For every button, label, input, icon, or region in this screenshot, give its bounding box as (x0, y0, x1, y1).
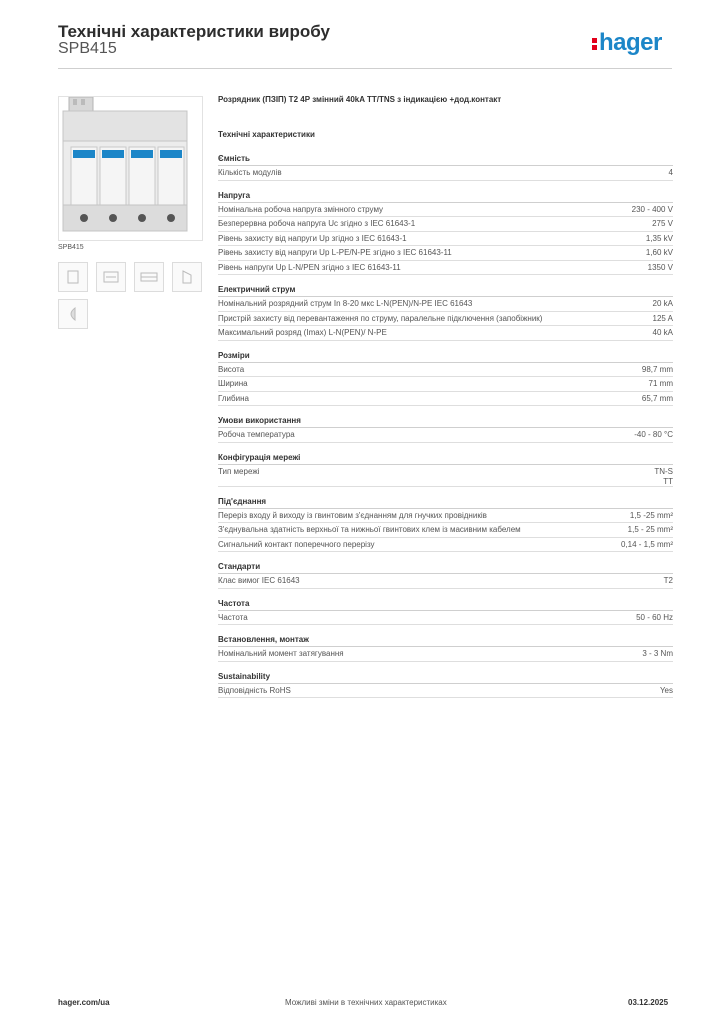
profile-view-icon (59, 300, 87, 328)
spec-value: 1,60 kV (645, 248, 673, 257)
spec-label: Пристрій захисту від перевантаження по струму, паралельне підключення (запобіжник) (218, 313, 543, 323)
spec-label: Кількість модулів (218, 168, 282, 177)
spec-label: Максимальний розряд (Imax) L-N(PEN)/ N-PE (218, 328, 387, 337)
product-code-label: SPB415 (58, 244, 84, 251)
spec-label: Тип мережі (218, 466, 260, 476)
spec-value: 4 (668, 168, 673, 177)
spec-group (218, 415, 673, 443)
spec-value: 98,7 mm (641, 364, 673, 374)
spec-group-heading: Sustainability (218, 671, 673, 684)
spec-value: 1,35 kV (645, 233, 673, 243)
spec-group (218, 153, 673, 181)
spec-group (218, 284, 673, 341)
logo-text: hager (599, 29, 662, 56)
header-divider (58, 68, 672, 69)
spec-value: 20 kA (652, 299, 673, 308)
spec-label: Рівень захисту від напруги Up L-PE/N-PE згідно з IEC 61643-11 (218, 248, 452, 257)
spec-label: Відповідність RoHS (218, 685, 291, 695)
page-title: Технічні характеристики виробу (58, 22, 330, 41)
spec-group-heading: Стандарти (218, 561, 673, 574)
spec-label: Висота (218, 364, 245, 374)
spec-group-heading: Встановлення, монтаж (218, 634, 673, 647)
spec-group-heading: Ємність (218, 153, 673, 166)
dimension-drawing-icon (97, 263, 125, 291)
spec-group (218, 496, 673, 553)
spec-value: T2 (663, 576, 673, 585)
spec-row (218, 203, 673, 218)
thumbnail-top-view[interactable] (134, 262, 164, 292)
spec-group (218, 671, 673, 699)
spec-value: 1,5 - 25 mm² (627, 525, 673, 534)
spec-row (218, 363, 673, 378)
spec-label: Рівень захисту від напруги Up згідно з IEC 61643-1 (218, 233, 407, 243)
spec-label: Глибина (218, 393, 249, 403)
spec-group (218, 350, 673, 407)
spec-label: Клас вимог IEC 61643 (218, 576, 300, 585)
product-thumb-icon (59, 263, 87, 291)
thumbnail-front-view[interactable] (58, 262, 88, 292)
spec-row (218, 326, 673, 341)
footer-disclaimer: Можливі зміни в технічних характеристиках (285, 998, 447, 1007)
spec-row (218, 377, 673, 392)
product-description: Розрядник (ПЗІП) Т2 4Р змінний 40kA TT/TNS з індикацією +дод.контакт (218, 95, 502, 104)
spec-group (218, 190, 673, 276)
spec-label: Номінальна робоча напруга змінного струму (218, 204, 384, 214)
spec-row (218, 611, 673, 626)
footer-date: 03.12.2025 (628, 998, 669, 1007)
spec-label: Частота (218, 612, 248, 622)
spec-label: Ширина (218, 379, 248, 388)
thumbnail-profile-view[interactable] (58, 299, 88, 329)
spec-group (218, 452, 673, 487)
spec-row (218, 574, 673, 589)
thumbnail-dimension-drawing[interactable] (96, 262, 126, 292)
spec-label: Номінальний розрядний струм In 8-20 мкс L-N(PEN)/N-PE IEC 61643 (218, 299, 473, 308)
spec-row (218, 261, 673, 276)
spec-label: Рівень напруги Up L-N/PEN згідно з IEC 61643-11 (218, 262, 401, 272)
spec-group-heading: Конфігурація мережі (218, 452, 673, 465)
spec-group (218, 634, 673, 662)
spec-row (218, 523, 673, 538)
logo-mark-icon (592, 36, 598, 52)
spec-table (218, 153, 673, 707)
spec-value: 275 V (652, 219, 673, 228)
spec-label: Безперервна робоча напруга Uc згідно з IEC 61643-1 (218, 219, 416, 228)
top-view-icon (135, 263, 163, 291)
spec-group-heading: Під'єднання (218, 496, 673, 509)
footer-website: hager.com/ua (58, 998, 110, 1007)
spec-value: 0,14 - 1,5 mm² (620, 539, 673, 549)
spec-value: 50 - 60 Hz (636, 612, 673, 622)
spec-value: 40 kA (652, 328, 673, 337)
spec-row (218, 647, 673, 662)
spec-row (218, 428, 673, 443)
spec-value: 1,5 -25 mm² (629, 510, 673, 520)
spec-row (218, 684, 673, 699)
spec-row (218, 166, 673, 181)
spec-label: Переріз входу й виходу із гвинтовим з'єднанням для гнучких провідників (218, 510, 487, 520)
spec-value: 125 A (652, 313, 673, 323)
spec-group-heading: Розміри (218, 350, 673, 363)
spec-value: -40 - 80 °C (634, 430, 673, 439)
spec-row (218, 465, 673, 487)
product-code-heading: SPB415 (58, 40, 117, 57)
thumbnail-side-view[interactable] (172, 262, 202, 292)
spec-value: TN-S TT (654, 466, 673, 486)
spec-row (218, 217, 673, 232)
spec-row (218, 312, 673, 327)
spec-label: Робоча температура (218, 430, 295, 439)
spec-value: 1350 V (647, 262, 673, 272)
side-view-icon (173, 263, 201, 291)
spec-value: 230 - 400 V (631, 204, 673, 214)
spec-row (218, 538, 673, 553)
spec-group-heading: Електричний струм (218, 284, 673, 297)
spec-label: Номінальний момент затягування (218, 649, 344, 658)
spec-group (218, 598, 673, 626)
spec-value: 3 - 3 Nm (642, 649, 673, 658)
spec-row (218, 246, 673, 261)
brand-logo (592, 29, 662, 57)
spec-value: Yes (659, 685, 673, 695)
spec-row (218, 392, 673, 407)
product-image (58, 96, 203, 241)
spec-section-title: Технічні характеристики (218, 130, 315, 139)
spec-group (218, 561, 673, 589)
spec-row (218, 297, 673, 312)
spec-row (218, 232, 673, 247)
spec-group-heading: Напруга (218, 190, 673, 203)
spec-value: 65,7 mm (641, 393, 673, 403)
surge-arrester-illustration (59, 97, 202, 240)
spec-group-heading: Умови використання (218, 415, 673, 428)
spec-row (218, 509, 673, 524)
spec-label: З'єднувальна здатність верхньої та нижньої гвинтових клем із масивним кабелем (218, 525, 521, 534)
spec-value: 71 mm (648, 379, 673, 388)
spec-label: Сигнальний контакт поперечного перерізу (218, 539, 375, 549)
spec-group-heading: Частота (218, 598, 673, 611)
